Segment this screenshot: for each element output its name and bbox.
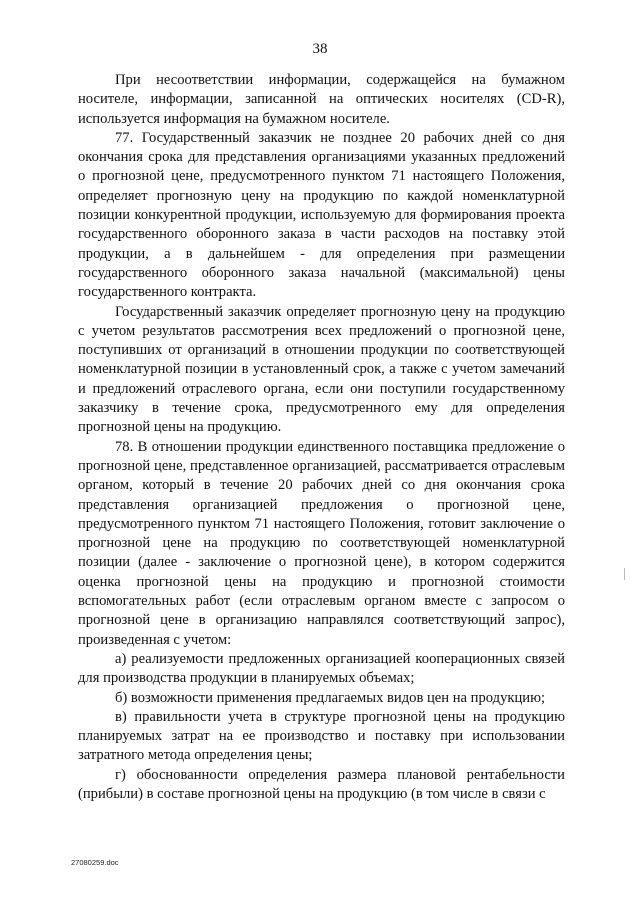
paragraph-subitem-v: в) правильности учета в структуре прогнозной цены на продукцию планируемых затрат на ее производство и поставку при использовании затратного метода определения цены; [78, 708, 565, 764]
paragraph-cd-r-note: При несоответствии информации, содержащейся на бумажном носителе, информации, записанной на оптических носителях (CD-R), используется информация на бумажном носителе. [78, 72, 565, 127]
paragraph-subitem-a: а) реализуемости предложенных организацией кооперационных связей для производства продукции в планируемых объемах; [78, 650, 565, 687]
paragraph-item-77: 77. Государственный заказчик не позднее 20 рабочих дней со дня окончания срока для представления организациями указанных предложений о прогнозной цене, предусмотренного пунктом 71 настоящего Положения, определяет прогнозную цену на продукцию по каждой номенклатурной позиции конкурентной продукции, используемую для формирования проекта государственного оборонного заказа в части расходов на поставку этой продукции, а в дальнейшем - для определения при размещении государственного оборонного заказа начальной (максимальной) цены государственного контракта. [78, 129, 565, 301]
page-number: 38 [312, 41, 328, 57]
scan-margin-mark [624, 568, 625, 580]
paragraph-item-78: 78. В отношении продукции единственного поставщика предложение о прогнозной цене, представленное организацией, рассматривается отраслевым органом, который в течение 20 рабочих дней со дня окончания срока представления организацией предложения о прогнозной цене, предусмотренного пунктом 71 настоящего Положения, готовит заключение о прогнозной цене на продукцию по соответствующей номенклатурной позиции (далее - заключение о прогнозной цене), в котором содержится оценка прогнозной цены на продукцию и прогнозной стоимости вспомогательных работ (если отраслевым органом вместе с запросом о прогнозной цене в организацию направлялся соответствующий запрос), произведенная с учетом: [78, 438, 565, 648]
paragraph-customer-determines-price: Государственный заказчик определяет прогнозную цену на продукцию с учетом результатов рассмотрения всех предложений о прогнозной цене, поступивших от организаций в отношении продукции по соответствующей номенклатурной позиции в установленный срок, а также с учетом замечаний и предложений отраслевого органа, если они поступили государственному заказчику в течение срока, предусмотренного ему для определения прогнозной цены на продукцию. [78, 303, 565, 436]
footer-filename: 27080259.doc [71, 858, 119, 867]
paragraph-subitem-g: г) обоснованности определения размера плановой рентабельности (прибыли) в составе прогнозной цены на продукцию (в том числе в связи с [78, 766, 565, 802]
body-text [78, 71, 565, 804]
paragraph-subitem-b: б) возможности применения предлагаемых видов цен на продукцию; [115, 689, 546, 706]
